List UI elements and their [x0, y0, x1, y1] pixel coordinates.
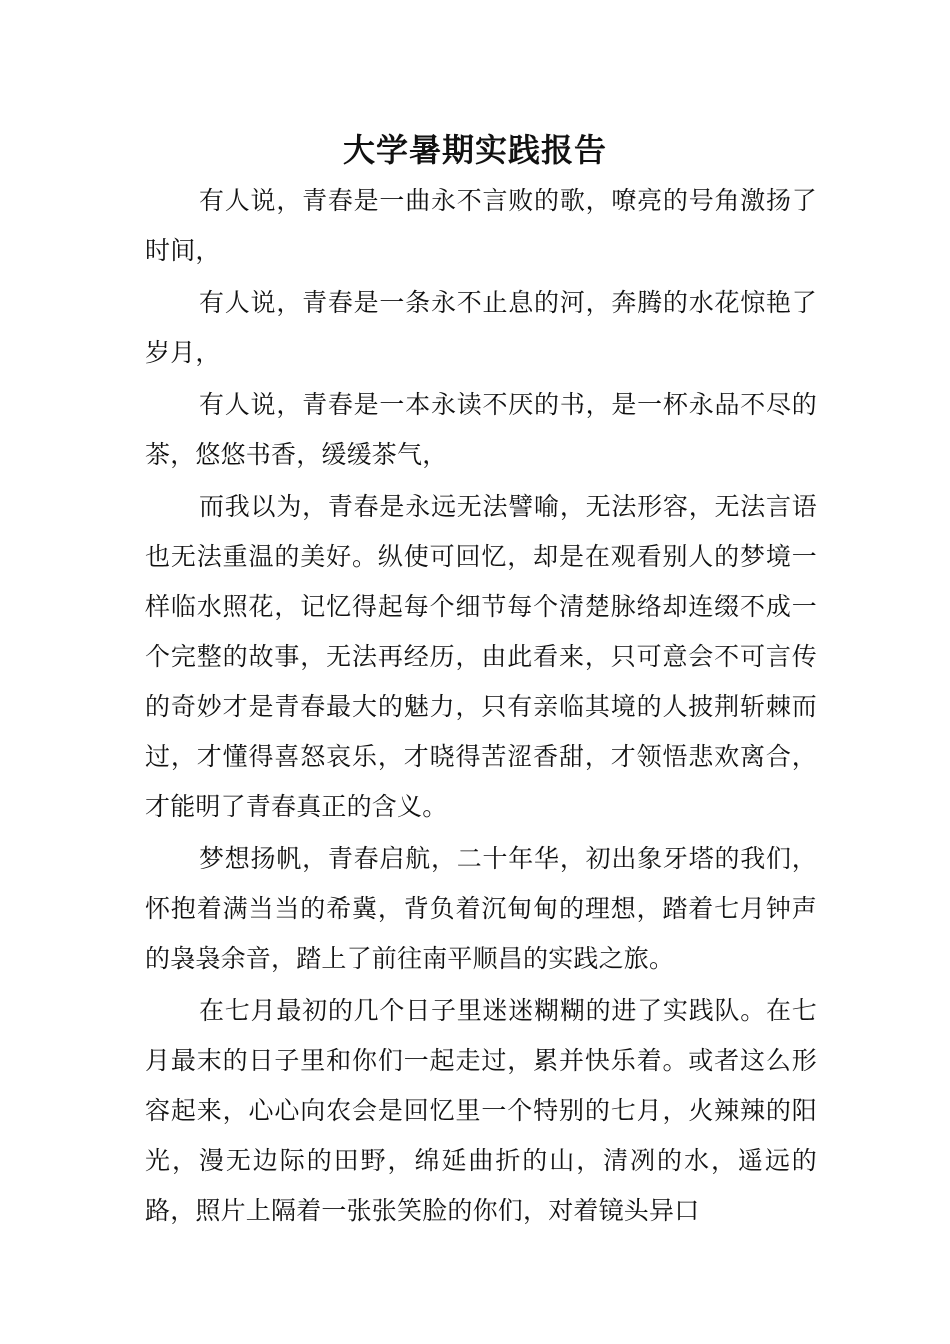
- paragraph-1: 有人说，青春是一曲永不言败的歌，嘹亮的号角激扬了时间，: [145, 186, 817, 265]
- paragraph-6: 在七月最初的几个日子里迷迷糊糊的进了实践队。在七月最末的日子里和你们一起走过，累并快乐着。或者这么形容起来，心心向农会是回忆里一个特别的七月，火辣辣的阳光，漫无边际的田野，绵延曲折的山，清冽的水，遥远的路，照片上隔着一张张笑脸的你们，对着镜头异口: [145, 996, 817, 1225]
- paragraph-4: 而我以为，青春是永远无法譬喻，无法形容，无法言语也无法重温的美好。纵使可回忆，却是在观看别人的梦境一样临水照花，记忆得起每个细节每个清楚脉络却连缀不成一个完整的故事，无法再经历，由此看来，只可意会不可言传的奇妙才是青春最大的魅力，只有亲临其境的人披荆斩棘而过，才懂得喜怒哀乐，才晓得苦涩香甜，才领悟悲欢离合，才能明了青春真正的含义。: [145, 492, 817, 821]
- paragraph-5: 梦想扬帆，青春启航，二十年华，初出象牙塔的我们，怀抱着满当当的希冀，背负着沉甸甸的理想，踏着七月钟声的袅袅余音，踏上了前往南平顺昌的实践之旅。: [145, 844, 817, 973]
- paragraph-2: 有人说，青春是一条永不止息的河，奔腾的水花惊艳了岁月，: [145, 288, 817, 367]
- paragraph-3: 有人说，青春是一本永读不厌的书，是一杯永品不尽的茶，悠悠书香，缓缓茶气，: [145, 390, 817, 469]
- document-body: [145, 176, 817, 1238]
- document-title: 大学暑期实践报告: [342, 131, 607, 169]
